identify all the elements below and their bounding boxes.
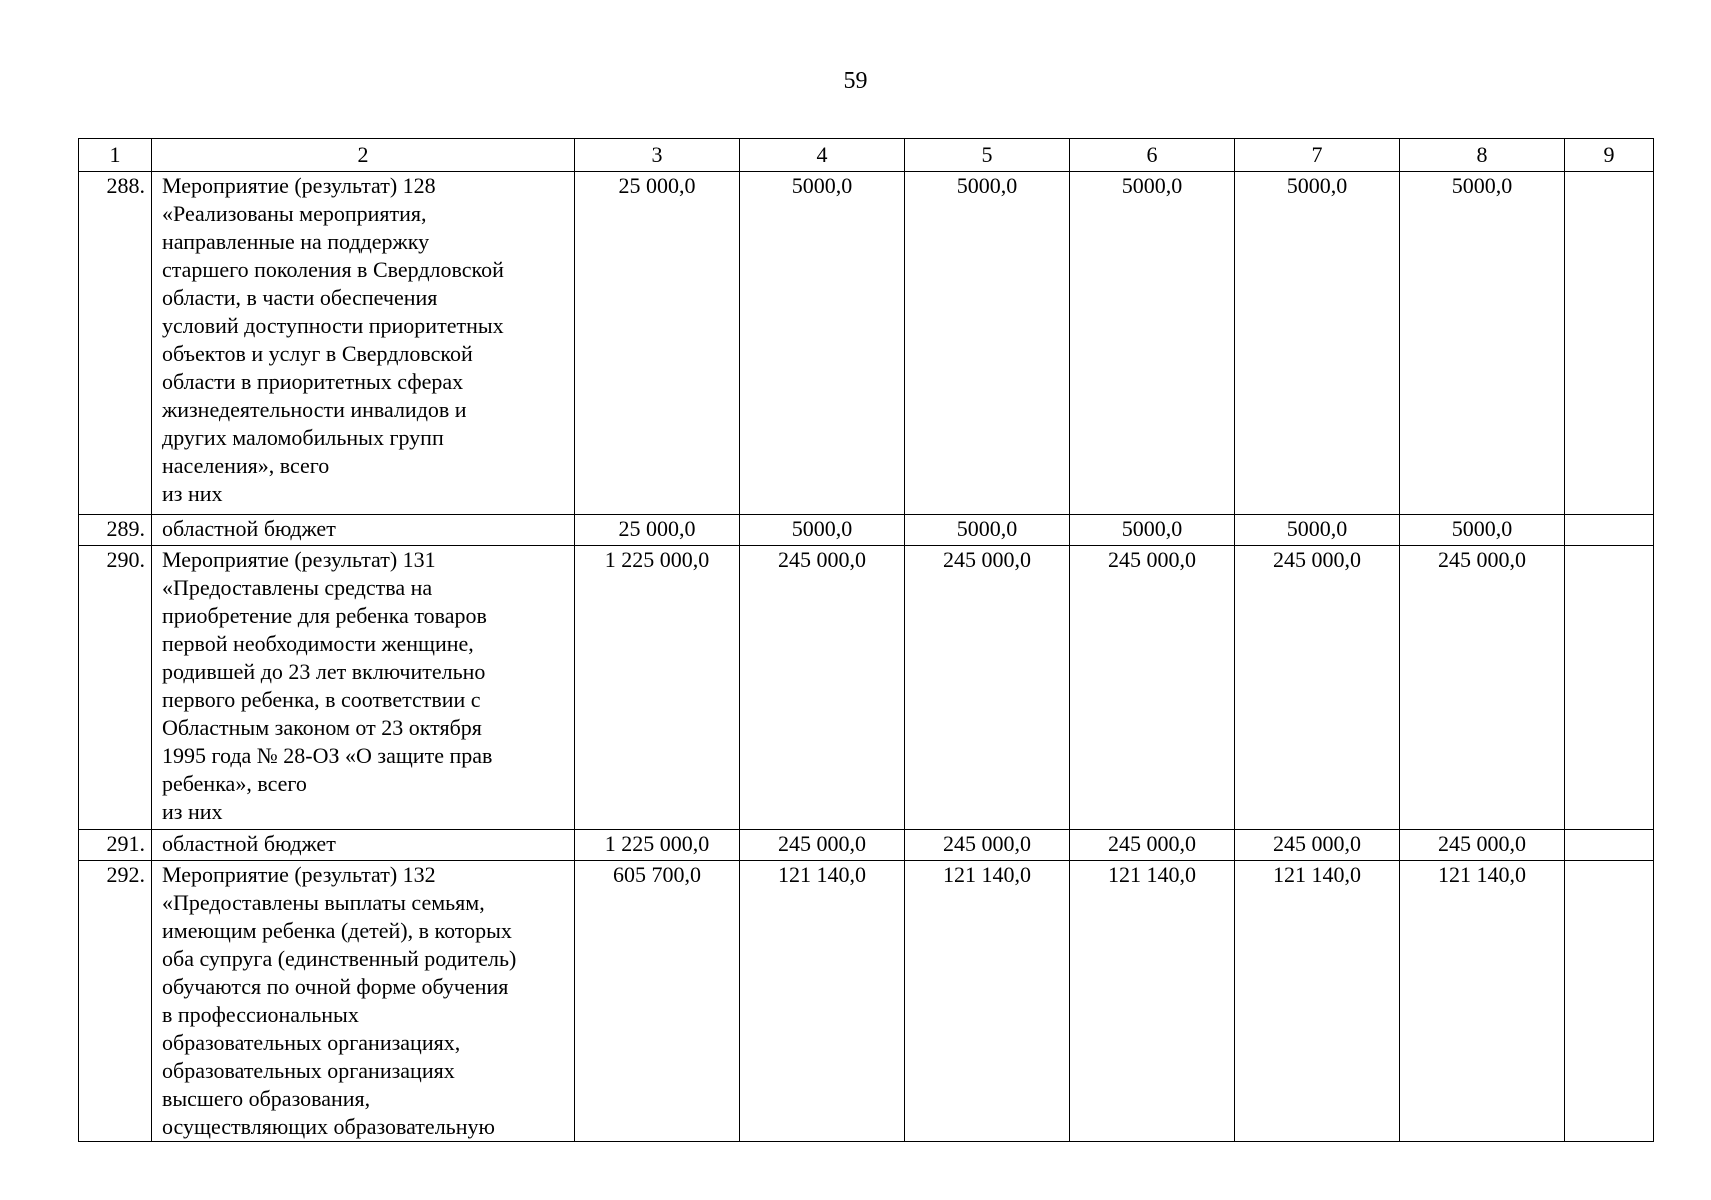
row-description-text: областной бюджет <box>162 831 336 856</box>
table-row <box>79 515 1654 546</box>
value-cell: 5000,0 <box>1070 172 1235 515</box>
value-cell: 121 140,0 <box>1400 861 1565 1142</box>
value-cell: 245 000,0 <box>1070 546 1235 830</box>
value-cell: 245 000,0 <box>1235 830 1400 861</box>
row-description-text: Мероприятие (результат) 131 «Предоставлены средства на приобретение для ребенка товаров первой необходимости женщине, родившей до 23 лет включительно первого ребенка, в соответствии с Областным законом от 23 октября 1995 года № 28-ОЗ «О защите прав ребенка», всего из них <box>162 547 493 824</box>
row-description-text: Мероприятие (результат) 128 «Реализованы мероприятия, направленные на поддержку старшего поколения в Свердловской области, в части обеспечения условий доступности приоритетных объектов и услуг в Свердловской области в приоритетных сферах жизнедеятельности инвалидов и других маломобильных групп населения», всего из них <box>162 173 504 506</box>
value-cell: 5000,0 <box>1400 172 1565 515</box>
row-number: 289. <box>79 515 152 546</box>
value-cell: 5000,0 <box>905 515 1070 546</box>
value-cell <box>1565 861 1654 1142</box>
row-number: 288. <box>79 172 152 515</box>
value-cell <box>1565 515 1654 546</box>
value-cell: 245 000,0 <box>1400 830 1565 861</box>
table-row <box>79 830 1654 861</box>
value-cell <box>1565 546 1654 830</box>
value-cell: 605 700,0 <box>575 861 740 1142</box>
table-row <box>79 172 1654 515</box>
value-cell: 5000,0 <box>1235 172 1400 515</box>
value-cell: 245 000,0 <box>1235 546 1400 830</box>
column-header: 1 <box>79 139 152 172</box>
row-number: 292. <box>79 861 152 1142</box>
budget-table <box>78 138 1654 1142</box>
value-cell: 121 140,0 <box>1070 861 1235 1142</box>
table-row <box>79 861 1654 1142</box>
column-header: 9 <box>1565 139 1654 172</box>
column-header: 7 <box>1235 139 1400 172</box>
row-description <box>152 861 575 1142</box>
value-cell: 25 000,0 <box>575 515 740 546</box>
column-header: 2 <box>152 139 575 172</box>
row-number: 290. <box>79 546 152 830</box>
value-cell: 245 000,0 <box>740 830 905 861</box>
column-header: 3 <box>575 139 740 172</box>
column-header: 8 <box>1400 139 1565 172</box>
page-number: 59 <box>843 68 868 94</box>
value-cell: 25 000,0 <box>575 172 740 515</box>
value-cell: 5000,0 <box>905 172 1070 515</box>
value-cell: 245 000,0 <box>905 830 1070 861</box>
column-header: 6 <box>1070 139 1235 172</box>
value-cell: 5000,0 <box>1235 515 1400 546</box>
value-cell: 5000,0 <box>1400 515 1565 546</box>
value-cell: 121 140,0 <box>1235 861 1400 1142</box>
value-cell: 121 140,0 <box>905 861 1070 1142</box>
value-cell <box>1565 830 1654 861</box>
value-cell: 245 000,0 <box>740 546 905 830</box>
value-cell: 245 000,0 <box>905 546 1070 830</box>
row-description <box>152 546 575 830</box>
row-description-text: областной бюджет <box>162 516 336 541</box>
row-description <box>152 172 575 515</box>
value-cell: 1 225 000,0 <box>575 546 740 830</box>
column-header: 4 <box>740 139 905 172</box>
value-cell: 245 000,0 <box>1070 830 1235 861</box>
value-cell: 121 140,0 <box>740 861 905 1142</box>
value-cell: 1 225 000,0 <box>575 830 740 861</box>
column-header: 5 <box>905 139 1070 172</box>
value-cell: 5000,0 <box>1070 515 1235 546</box>
table-row <box>79 546 1654 830</box>
row-description <box>152 515 575 546</box>
column-header-row <box>79 139 1654 172</box>
row-description <box>152 830 575 861</box>
row-number: 291. <box>79 830 152 861</box>
row-description-text: Мероприятие (результат) 132 «Предоставлены выплаты семьям, имеющим ребенка (детей), в которых оба супруга (единственный родитель) обучаются по очной форме обучения в профессиональных образовательных организациях, образовательных организациях высшего образования, осуществляющих образовательную <box>162 862 517 1139</box>
value-cell: 5000,0 <box>740 515 905 546</box>
value-cell: 245 000,0 <box>1400 546 1565 830</box>
value-cell <box>1565 172 1654 515</box>
value-cell: 5000,0 <box>740 172 905 515</box>
